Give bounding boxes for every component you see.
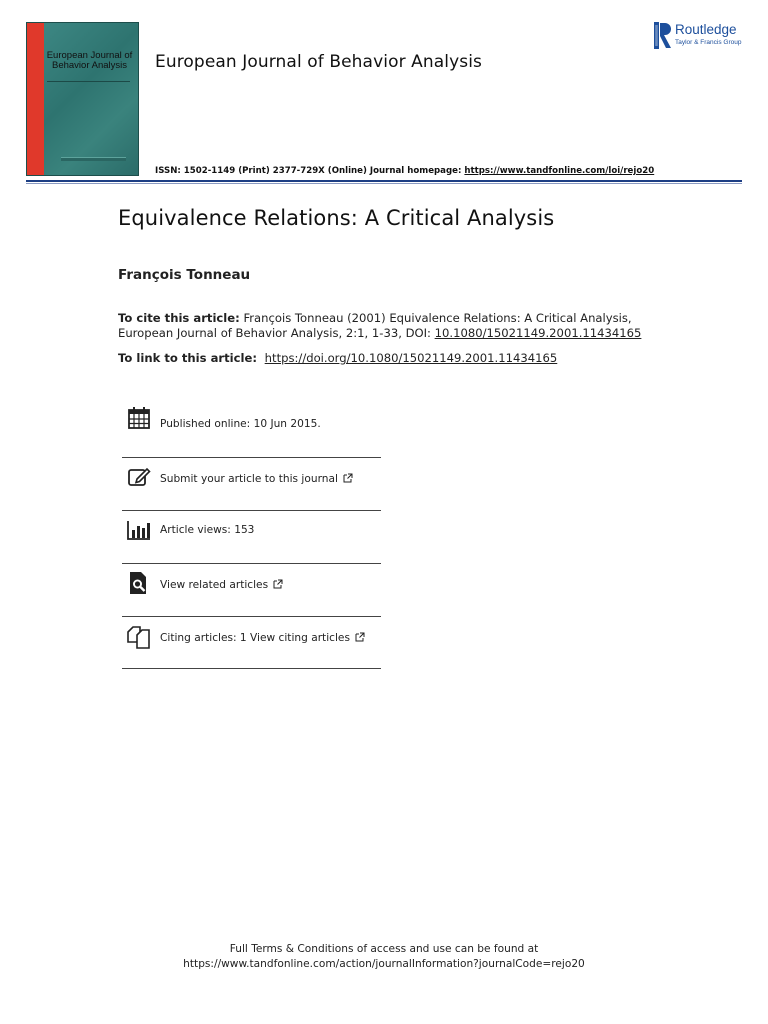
info-row-citing[interactable]: [122, 617, 381, 669]
article-info-list: [122, 406, 381, 669]
link-label: To link to this article:: [118, 351, 257, 365]
citation-label: To cite this article:: [118, 311, 240, 325]
journal-name: European Journal of Behavior Analysis: [155, 52, 482, 72]
article-author: François Tonneau: [118, 267, 251, 283]
bar-chart-icon: [127, 518, 151, 542]
submit-article-label: Submit your article to this journal: [160, 473, 338, 485]
issn-text: ISSN: 1502-1149 (Print) 2377-729X (Online) Journal homepage:: [155, 166, 462, 176]
header-rule: [26, 180, 742, 182]
article-link-line: [118, 351, 557, 365]
citation-text: François Tonneau (2001) Equivalence Relations: A Critical Analysis, European Journal of Behavior Analysis, 2:1, 1-33, DOI:: [118, 311, 632, 340]
edit-icon: [127, 465, 151, 489]
cover-bottom-band: [61, 157, 126, 161]
journal-cover: [26, 22, 139, 176]
publisher-logo: [654, 22, 746, 50]
article-url-link[interactable]: https://doi.org/10.1080/15021149.2001.11434165: [264, 351, 558, 365]
info-row-submit[interactable]: [122, 458, 381, 511]
article-title: Equivalence Relations: A Critical Analysis: [118, 206, 555, 230]
published-date: Published online: 10 Jun 2015.: [160, 418, 321, 430]
info-row-published: [122, 406, 381, 458]
citing-articles-link[interactable]: [160, 632, 365, 644]
issn-line: [155, 166, 654, 176]
external-link-icon: [343, 473, 353, 483]
citing-icon: [127, 626, 151, 650]
footer-line-1: Full Terms & Conditions of access and use can be found at: [229, 943, 539, 955]
submit-article-link[interactable]: [160, 473, 353, 485]
publisher-name: Routledge: [675, 22, 737, 37]
search-document-icon: [127, 571, 151, 595]
related-articles-link[interactable]: [160, 579, 283, 591]
journal-homepage-link[interactable]: https://www.tandfonline.com/loi/rejo20: [464, 166, 655, 176]
routledge-logo-icon: [654, 22, 672, 49]
article-views: Article views: 153: [160, 524, 255, 536]
header-rule-thin: [26, 183, 742, 184]
footer-terms: [0, 942, 768, 972]
external-link-icon: [273, 579, 283, 589]
footer-terms-link[interactable]: https://www.tandfonline.com/action/journalInformation?journalCode=rejo20: [183, 958, 585, 970]
external-link-icon: [355, 632, 365, 642]
cover-red-strip: [27, 23, 44, 175]
info-row-related[interactable]: [122, 564, 381, 617]
doi-link[interactable]: 10.1080/15021149.2001.11434165: [434, 326, 642, 340]
cover-title: European Journal of Behavior Analysis: [46, 50, 133, 71]
citation-block: [118, 311, 678, 341]
calendar-icon: [127, 406, 151, 430]
publisher-subtitle: Taylor & Francis Group: [675, 39, 742, 46]
citing-articles-label: Citing articles: 1 View citing articles: [160, 632, 350, 644]
info-row-views: [122, 511, 381, 564]
cover-rule: [47, 81, 130, 82]
related-articles-label: View related articles: [160, 579, 269, 591]
